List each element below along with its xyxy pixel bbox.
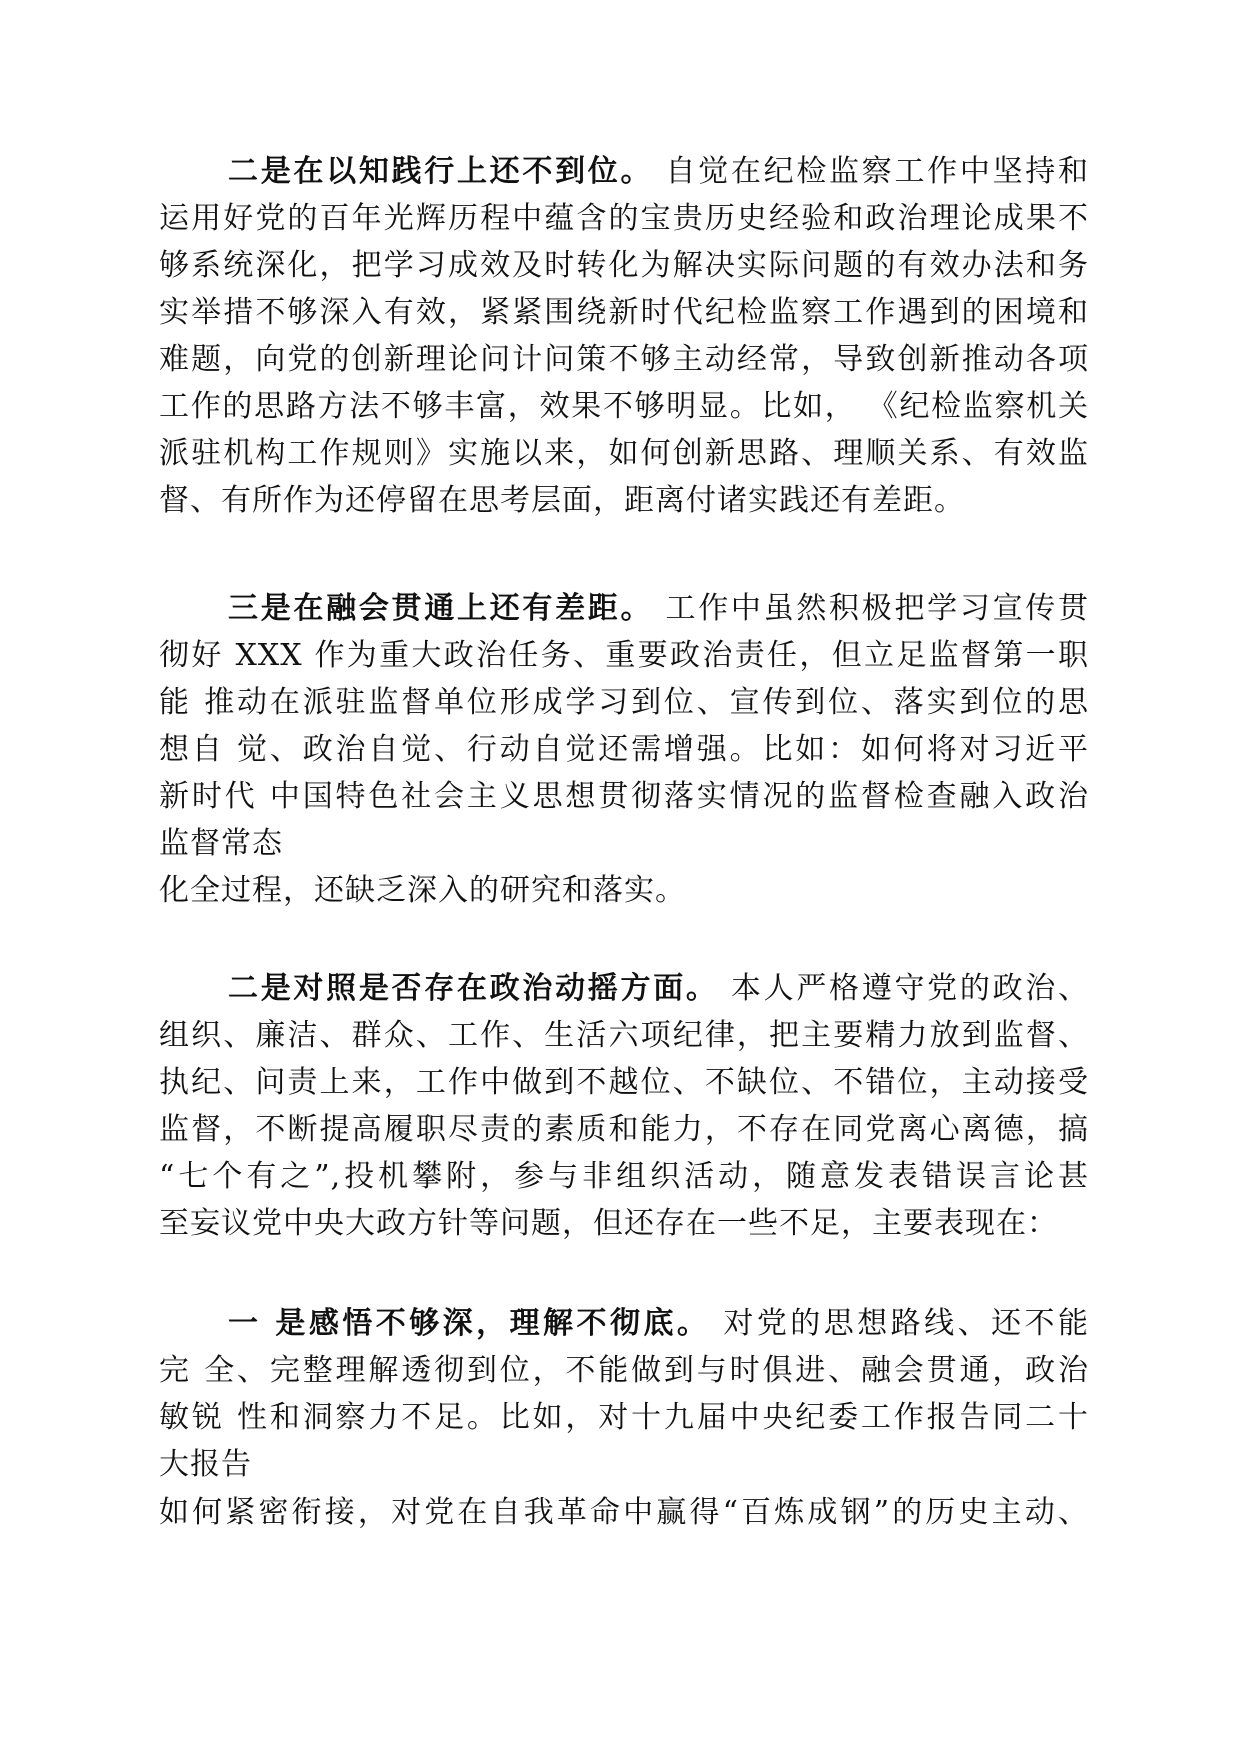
paragraph-line: 难题，向党的创新理论问计问策不够主动经常，导致创新推动各项: [159, 342, 1089, 377]
paragraph-line: 组织、廉洁、群众、工作、生活六项纪律，把主要精力放到监督、: [159, 1018, 1089, 1053]
paragraph-text: 自觉在纪检监察工作中坚持和: [653, 154, 1089, 189]
paragraph-line: 督、有所作为还停留在思考层面，距离付诸实践还有差距。: [159, 483, 965, 518]
paragraph-heading: 二是对照是否存在政治动摇方面。: [228, 971, 719, 1006]
paragraph-line: 够系统深化，把学习成效及时转化为解决实际问题的有效办法和务: [159, 248, 1089, 283]
paragraph-line: 工作的思路方法不够丰富，效果不够明显。比如， 《纪检监察机关: [159, 389, 1089, 424]
paragraph-heading: 一 是感悟不够深，理解不彻底。: [228, 1306, 711, 1341]
paragraph-line: 如何紧密衔接，对党在自我革命中赢得“百炼成钢”的历史主动、: [159, 1495, 1089, 1530]
paragraph-line: 新时代 中国特色社会主义思想贯彻落实情况的监督检查融入政治: [159, 779, 1089, 814]
paragraph-text: 本人严格遵守党的政治、: [718, 971, 1089, 1006]
paragraph-line: 派驻机构工作规则》实施以来，如何创新思路、理顺关系、有效监: [159, 436, 1089, 471]
paragraph-line: 监督，不断提高履职尽责的素质和能力，不存在同党离心离德，搞: [159, 1112, 1089, 1147]
paragraph-text: 对党的思想路线、还不能: [710, 1306, 1089, 1341]
paragraph-line: 实举措不够深入有效，紧紧围绕新时代纪检监察工作遇到的困境和: [159, 295, 1089, 330]
paragraph-line: 至妄议党中央大政方针等问题，但还存在一些不足，主要表现在：: [159, 1206, 1058, 1241]
paragraph-heading: 二是在以知践行上还不到位。: [228, 154, 654, 189]
paragraph-line: [228, 1304, 1089, 1344]
paragraph-line: 监督常态: [159, 826, 283, 861]
paragraph-line: 敏锐 性和洞察力不足。比如，对十九届中央纪委工作报告同二十: [159, 1400, 1089, 1435]
paragraph-line: [228, 152, 1089, 192]
paragraph-line: 能 推动在派驻监督单位形成学习到位、宣传到位、落实到位的思: [159, 685, 1089, 720]
paragraph-line: 完 全、完整理解透彻到位，不能做到与时俱进、融会贯通，政治: [159, 1353, 1089, 1388]
paragraph-line: 想自 觉、政治自觉、行动自觉还需增强。比如：如何将对习近平: [159, 732, 1089, 767]
paragraph-line: [228, 589, 1089, 629]
paragraph-line: 运用好党的百年光辉历程中蕴含的宝贵历史经验和政治理论成果不: [159, 201, 1089, 236]
paragraph-text: 工作中虽然积极把学习宣传贯: [653, 591, 1089, 626]
paragraph-line: 执纪、问责上来，工作中做到不越位、不缺位、不错位，主动接受: [159, 1065, 1089, 1100]
paragraph-line: 大报告: [159, 1447, 252, 1482]
paragraph-heading: 三是在融会贯通上还有差距。: [228, 591, 654, 626]
paragraph-line: [228, 969, 1089, 1009]
paragraph-line: 彻好 XXX 作为重大政治任务、重要政治责任，但立足监督第一职: [159, 638, 1089, 673]
paragraph-line: 化全过程，还缺乏深入的研究和落实。: [159, 873, 686, 908]
paragraph-line: “七个有之”,投机攀附，参与非组织活动，随意发表错误言论甚: [159, 1159, 1089, 1194]
